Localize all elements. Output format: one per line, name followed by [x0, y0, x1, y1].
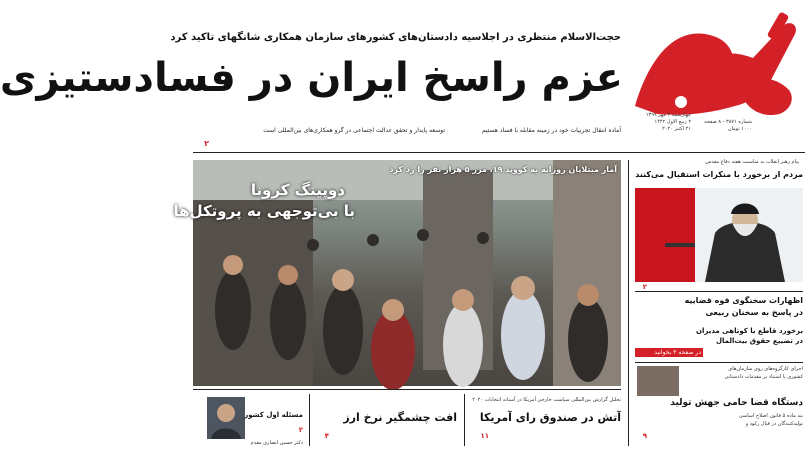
leader-portrait-photo [635, 188, 803, 282]
leader-caption: پیام رهبر انقلاب به مناسبت هفته دفاع مقدس [705, 159, 799, 165]
lead-page-ref: ۲ [204, 139, 209, 148]
leader-page-ref: ۲ [642, 283, 647, 291]
verdict-body-1: بند ماده ۵ قانون اصلاح اساسی [738, 413, 803, 419]
judiciary-headline-1: اظهارات سخنگوی قوه قضاییه [684, 296, 803, 305]
author-title: مسئله اول کشور [244, 411, 303, 419]
divider-vertical [628, 160, 629, 446]
divider-top [193, 152, 805, 153]
lead-sub-2: توسعه پایدار و تحقق عدالت اجتماعی در گرو همکاری‌های بین‌المللی است [263, 127, 445, 134]
lead-headline: عزم راسخ ایران در فسادستیزی [0, 55, 623, 101]
issue-number: شماره ۳۸۷۱ - ۸ صفحه [704, 119, 752, 125]
divider-col-2 [464, 394, 465, 446]
corona-headline-2: با بی‌توجهی به پروتکل‌ها [173, 202, 355, 220]
date-line-3: ۲۱ اکتبر ۲۰۲۰ [662, 126, 691, 132]
judiciary-sub-2: در تضییع حقوق بیت‌المال [715, 337, 803, 345]
verdict-intro-1: اجرای کارگروه‌های روی سازمان‌های [728, 366, 803, 372]
corona-headline-1: دوپینگ کرونا [250, 181, 345, 199]
currency-headline: افت چشمگیر نرخ ارز [343, 411, 457, 424]
lead-sub-1: آماده انتقال تجربیات خود در زمینه مقابله با فساد هستیم [481, 127, 621, 134]
lead-kicker: حجت‌الاسلام منتظری در اجلاسیه دادستان‌های کشورهای سازمان همکاری شانگهای تاکید کرد [170, 32, 621, 43]
judiciary-ref[interactable]: در صفحه ۳ بخوانید [635, 348, 703, 357]
divider-col-1 [309, 394, 310, 446]
author-page-ref: ۲ [298, 426, 303, 434]
america-headline: آتش در صندوق رای آمریکا [479, 411, 621, 424]
author-photo [207, 397, 245, 439]
judiciary-sub-1: برخورد قاطع با کوتاهی مدیران [695, 327, 803, 335]
currency-page-ref: ۴ [324, 432, 329, 440]
verdict-intro-2: کشوری با استناد بر مقدمات دادستانی [724, 374, 803, 380]
verdict-page-ref: ۹ [642, 432, 647, 440]
logo-text [348, 0, 349, 1]
divider-bottom [193, 389, 621, 390]
leader-headline: مردم از برخورد با منکرات استقبال می‌کنند [635, 170, 803, 179]
judiciary-headline-2: در پاسخ به سخنان ربیعی [705, 308, 803, 317]
corona-kicker: آمار مبتلایان روزانه به کووید ۱۹، مرز ۵ هزار نفر را رد کرد [389, 165, 617, 174]
date-line-2: ۲ ربیع الاول ۱۴۴۲ [654, 119, 691, 125]
price: ۱۰۰۰ تومان [727, 126, 752, 132]
verdict-headline: دستگاه قضا حامی جهش تولید [670, 398, 803, 408]
divider-right-2 [635, 362, 803, 363]
america-page-ref: ۱۱ [480, 432, 489, 440]
divider-right-1 [635, 291, 803, 292]
author-name: دکتر حسین انصاری مقدم [250, 440, 303, 446]
america-kicker: تحلیل گزارش بین‌المللی سیاست خارجی آمریکا در آستانه انتخابات ۲۰۲۰ [472, 397, 621, 403]
verdict-thumbnail [637, 366, 679, 396]
verdict-body-2: تولیدکنندگان در قبال رکود و [745, 421, 803, 427]
date-line-1: چهارشنبه ۳ مهر ۱۳۹۹ [645, 112, 691, 118]
